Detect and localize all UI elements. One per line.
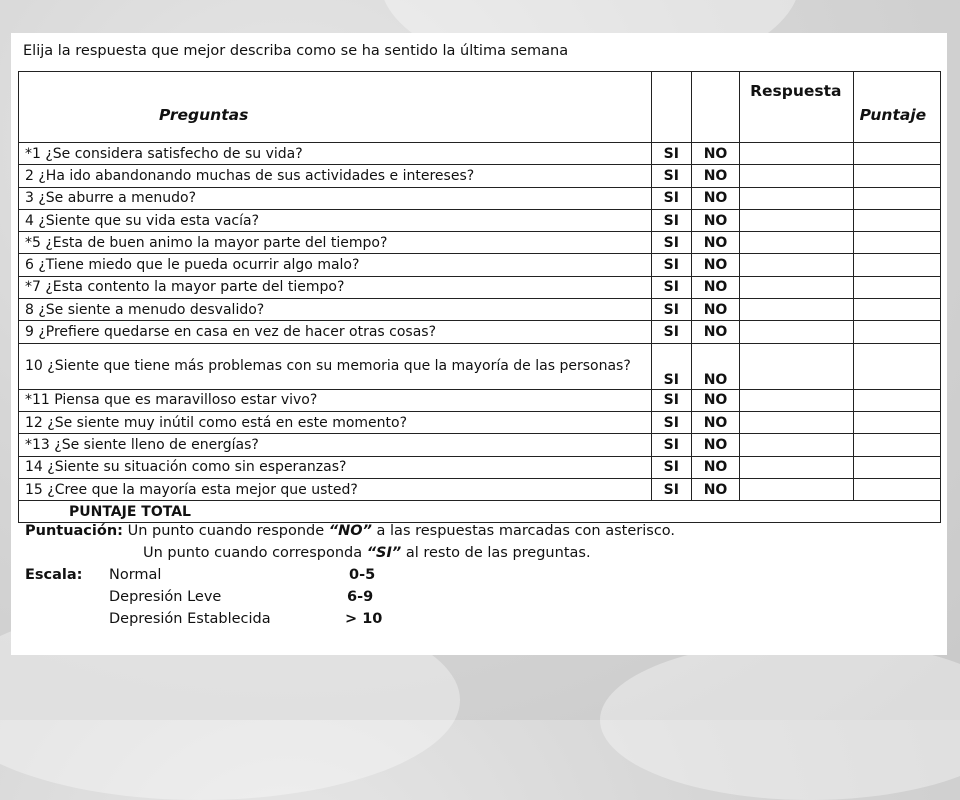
answer-no[interactable]: NO (691, 456, 739, 478)
puntuacion-text: a las respuestas marcadas con asterisco. (376, 523, 676, 539)
table-row (19, 456, 941, 478)
respuesta-cell[interactable] (740, 254, 853, 276)
header-si-column (651, 72, 691, 143)
respuesta-cell[interactable] (740, 478, 853, 500)
escala-establecida-name: Depresión Establecida (109, 611, 271, 627)
total-row (19, 501, 941, 523)
table-row (19, 254, 941, 276)
puntaje-cell[interactable] (853, 143, 940, 165)
respuesta-cell[interactable] (740, 232, 853, 254)
respuesta-cell[interactable] (740, 389, 853, 411)
answer-si[interactable]: SI (651, 276, 691, 298)
table-row (19, 434, 941, 456)
answer-si[interactable]: SI (651, 187, 691, 209)
answer-si[interactable]: SI (651, 232, 691, 254)
answer-si[interactable]: SI (651, 434, 691, 456)
escala-leve-name: Depresión Leve (109, 589, 222, 605)
table-row (19, 232, 941, 254)
question-text: 15 ¿Cree que la mayoría esta mejor que usted? (19, 478, 652, 500)
question-text: *7 ¿Esta contento la mayor parte del tiempo? (19, 276, 652, 298)
respuesta-cell[interactable] (740, 143, 853, 165)
answer-si[interactable]: SI (651, 478, 691, 500)
puntaje-cell[interactable] (853, 209, 940, 231)
answer-si[interactable]: SI (651, 299, 691, 321)
puntaje-cell[interactable] (853, 456, 940, 478)
background-decoration (600, 640, 960, 800)
question-text: 14 ¿Siente su situación como sin esperanzas? (19, 456, 652, 478)
answer-si[interactable]: SI (651, 143, 691, 165)
puntaje-cell[interactable] (853, 299, 940, 321)
si-emphasis: “SI” (366, 545, 402, 561)
respuesta-cell[interactable] (740, 209, 853, 231)
answer-no[interactable]: NO (691, 343, 739, 389)
questions-table (18, 71, 941, 523)
table-row (19, 143, 941, 165)
answer-no[interactable]: NO (691, 411, 739, 433)
instruction-text: Elija la respuesta que mejor describa como se ha sentido la última semana (23, 43, 569, 59)
puntaje-cell[interactable] (853, 321, 940, 343)
puntuacion-text: al resto de las preguntas. (405, 545, 591, 561)
puntuacion-label: Puntuación: (25, 523, 123, 539)
answer-si[interactable]: SI (651, 343, 691, 389)
header-respuesta: Respuesta (740, 72, 853, 143)
respuesta-cell[interactable] (740, 187, 853, 209)
answer-no[interactable]: NO (691, 232, 739, 254)
respuesta-cell[interactable] (740, 299, 853, 321)
escala-establecida-range: > 10 (345, 611, 383, 627)
escala-normal-range: 0-5 (349, 567, 376, 583)
puntaje-cell[interactable] (853, 434, 940, 456)
question-text: 4 ¿Siente que su vida esta vacía? (19, 209, 652, 231)
respuesta-cell[interactable] (740, 343, 853, 389)
table-row (19, 389, 941, 411)
respuesta-cell[interactable] (740, 165, 853, 187)
table-row (19, 321, 941, 343)
puntaje-total-label: PUNTAJE TOTAL (19, 501, 941, 523)
question-text: *13 ¿Se siente lleno de energías? (19, 434, 652, 456)
respuesta-cell[interactable] (740, 434, 853, 456)
question-text: 12 ¿Se siente muy inútil como está en este momento? (19, 411, 652, 433)
answer-si[interactable]: SI (651, 321, 691, 343)
escala-normal-name: Normal (109, 567, 162, 583)
answer-si[interactable]: SI (651, 411, 691, 433)
table-row (19, 299, 941, 321)
table-row (19, 165, 941, 187)
table-header-row (19, 72, 941, 143)
answer-si[interactable]: SI (651, 165, 691, 187)
header-puntaje: Puntaje (853, 72, 940, 143)
answer-no[interactable]: NO (691, 321, 739, 343)
puntuacion-text: Un punto cuando corresponda (143, 545, 363, 561)
questionnaire-sheet (11, 33, 947, 655)
answer-si[interactable]: SI (651, 254, 691, 276)
answer-no[interactable]: NO (691, 187, 739, 209)
table-row (19, 343, 941, 389)
table-row (19, 411, 941, 433)
question-text: 9 ¿Prefiere quedarse en casa en vez de hacer otras cosas? (19, 321, 652, 343)
question-text: 2 ¿Ha ido abandonando muchas de sus actividades e intereses? (19, 165, 652, 187)
escala-leve-range: 6-9 (347, 589, 374, 605)
answer-no[interactable]: NO (691, 434, 739, 456)
answer-no[interactable]: NO (691, 389, 739, 411)
puntaje-cell[interactable] (853, 187, 940, 209)
puntaje-cell[interactable] (853, 276, 940, 298)
answer-no[interactable]: NO (691, 143, 739, 165)
answer-no[interactable]: NO (691, 478, 739, 500)
puntuacion-line-1 (25, 523, 675, 539)
table-row (19, 187, 941, 209)
respuesta-cell[interactable] (740, 411, 853, 433)
puntuacion-text: Un punto cuando responde (127, 523, 325, 539)
question-text: *5 ¿Esta de buen animo la mayor parte del tiempo? (19, 232, 652, 254)
puntaje-cell[interactable] (853, 343, 940, 389)
escala-label: Escala: (25, 567, 83, 583)
no-emphasis: “NO” (328, 523, 372, 539)
puntuacion-line-2 (143, 545, 591, 561)
answer-si[interactable]: SI (651, 389, 691, 411)
table-row (19, 276, 941, 298)
respuesta-cell[interactable] (740, 321, 853, 343)
puntaje-cell[interactable] (853, 478, 940, 500)
answer-si[interactable]: SI (651, 456, 691, 478)
question-text: 3 ¿Se aburre a menudo? (19, 187, 652, 209)
header-no-column (691, 72, 739, 143)
question-text: *1 ¿Se considera satisfecho de su vida? (19, 143, 652, 165)
question-text: 10 ¿Siente que tiene más problemas con su memoria que la mayoría de las personas? (19, 343, 652, 389)
puntaje-cell[interactable] (853, 232, 940, 254)
answer-no[interactable]: NO (691, 165, 739, 187)
answer-no[interactable]: NO (691, 254, 739, 276)
puntaje-cell[interactable] (853, 254, 940, 276)
puntaje-cell[interactable] (853, 165, 940, 187)
answer-si[interactable]: SI (651, 209, 691, 231)
table-row (19, 209, 941, 231)
question-text: *11 Piensa que es maravilloso estar vivo? (19, 389, 652, 411)
question-text: 8 ¿Se siente a menudo desvalido? (19, 299, 652, 321)
answer-no[interactable]: NO (691, 276, 739, 298)
answer-no[interactable]: NO (691, 209, 739, 231)
table-row (19, 478, 941, 500)
header-preguntas: Preguntas (19, 72, 652, 143)
respuesta-cell[interactable] (740, 276, 853, 298)
question-text: 6 ¿Tiene miedo que le pueda ocurrir algo malo? (19, 254, 652, 276)
respuesta-cell[interactable] (740, 456, 853, 478)
puntaje-cell[interactable] (853, 389, 940, 411)
answer-no[interactable]: NO (691, 299, 739, 321)
puntaje-cell[interactable] (853, 411, 940, 433)
